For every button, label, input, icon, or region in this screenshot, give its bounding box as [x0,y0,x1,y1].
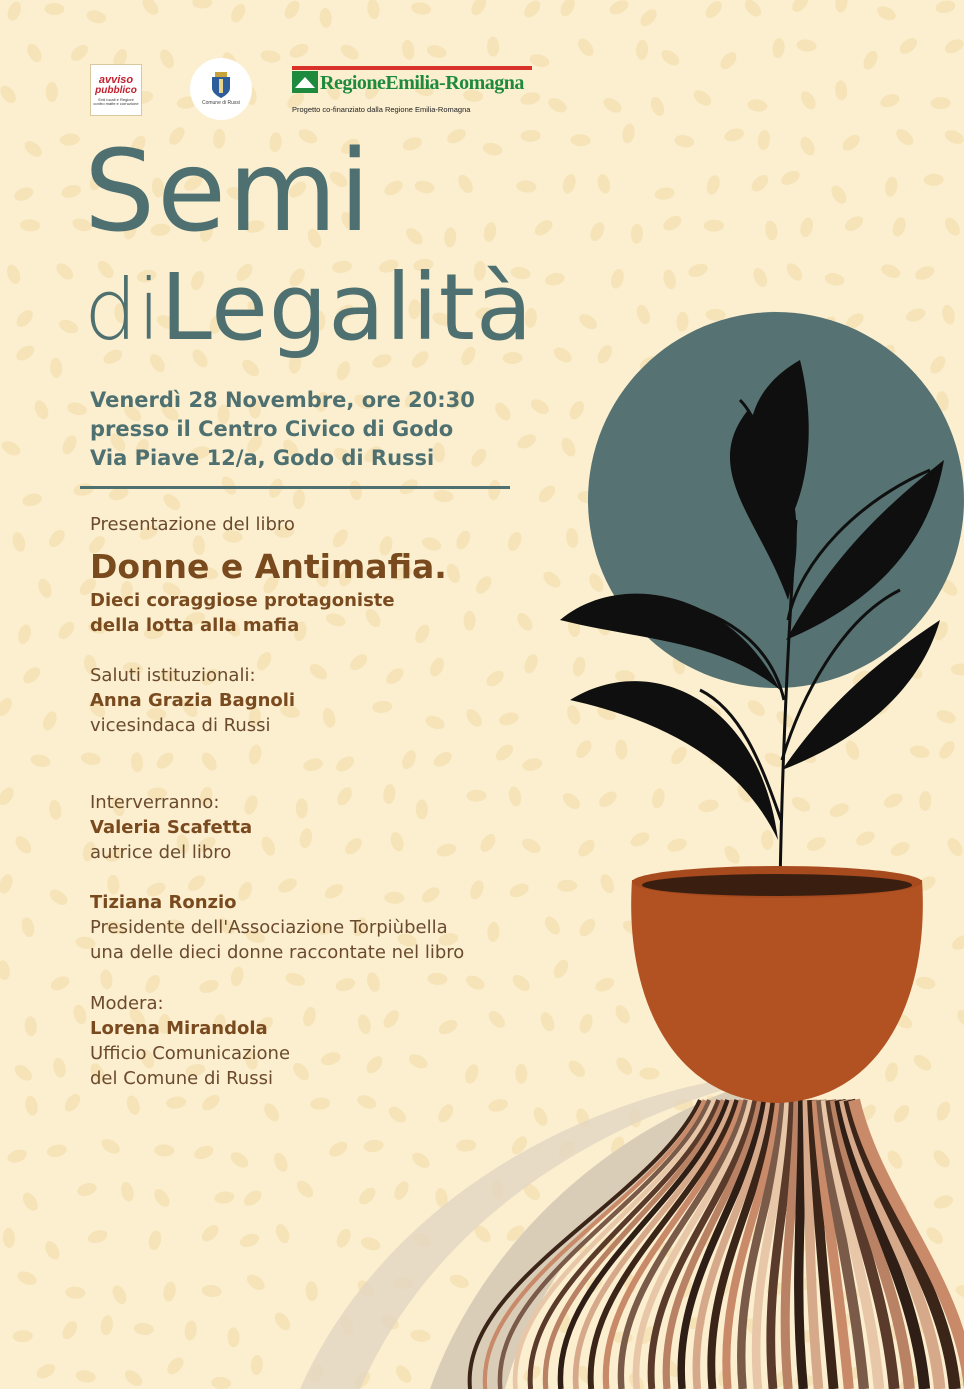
speaker2-role-2: una delle dieci donne raccontate nel libro [90,942,465,963]
root-stripe [799,1100,804,1389]
event-date: Venerdì 28 Novembre, ore 20:30 [90,388,475,412]
event-venue: presso il Centro Civico di Godo [90,417,454,441]
comune-logo-name: Comune di Russi [201,100,241,106]
region-logo-name: RegioneEmilia-Romagna [320,72,524,94]
avviso-pubblico-logo [90,64,142,116]
moderator-role-2: del Comune di Russi [90,1068,273,1089]
region-cofinance-note: Progetto co-finanziato dalla Regione Emilia-Romagna [292,105,471,114]
speaker2-role-1: Presidente dell'Associazione Torpiùbella [90,917,448,938]
title-semi: Semi [84,127,373,257]
region-logo-red-bar [292,66,532,70]
book-title: Donne e Antimafia. [90,547,447,586]
greetings-name: Anna Grazia Bagnoli [90,690,296,711]
moderator-label: Modera: [90,993,164,1014]
speaker2-name: Tiziana Ronzio [90,892,237,913]
comune-di-russi-logo [190,58,252,120]
title-di: di [84,261,161,359]
avviso-logo-mid: pubblico [95,84,137,96]
avviso-logo-top: avviso [98,73,134,86]
book-intro: Presentazione del libro [90,514,295,535]
event-address: Via Piave 12/a, Godo di Russi [90,446,435,470]
moderator-role-1: Ufficio Comunicazione [90,1043,291,1064]
regione-emilia-romagna-logo [292,66,534,118]
event-info [90,386,475,473]
book-subtitle-1: Dieci coraggiose protagoniste [90,590,395,611]
title-line2 [84,254,534,361]
book-subtitle-2: della lotta alla mafia [90,615,300,636]
title-legalita: Legalità [160,254,534,361]
speaker1-role: autrice del libro [90,842,232,863]
greetings-label: Saluti istituzionali: [90,665,256,686]
greetings-role: vicesindaca di Russi [90,715,271,736]
crest-icon [211,72,231,98]
speaker1-name: Valeria Scafetta [90,817,253,838]
moderator-name: Lorena Mirandola [90,1018,268,1039]
divider-line [80,486,510,489]
avviso-logo-sub: Enti locali e Regioni contro mafie e corruzione [93,96,139,106]
speakers-label: Interverranno: [90,792,220,813]
flower-pot [631,866,923,1103]
region-flag-icon [292,71,318,93]
